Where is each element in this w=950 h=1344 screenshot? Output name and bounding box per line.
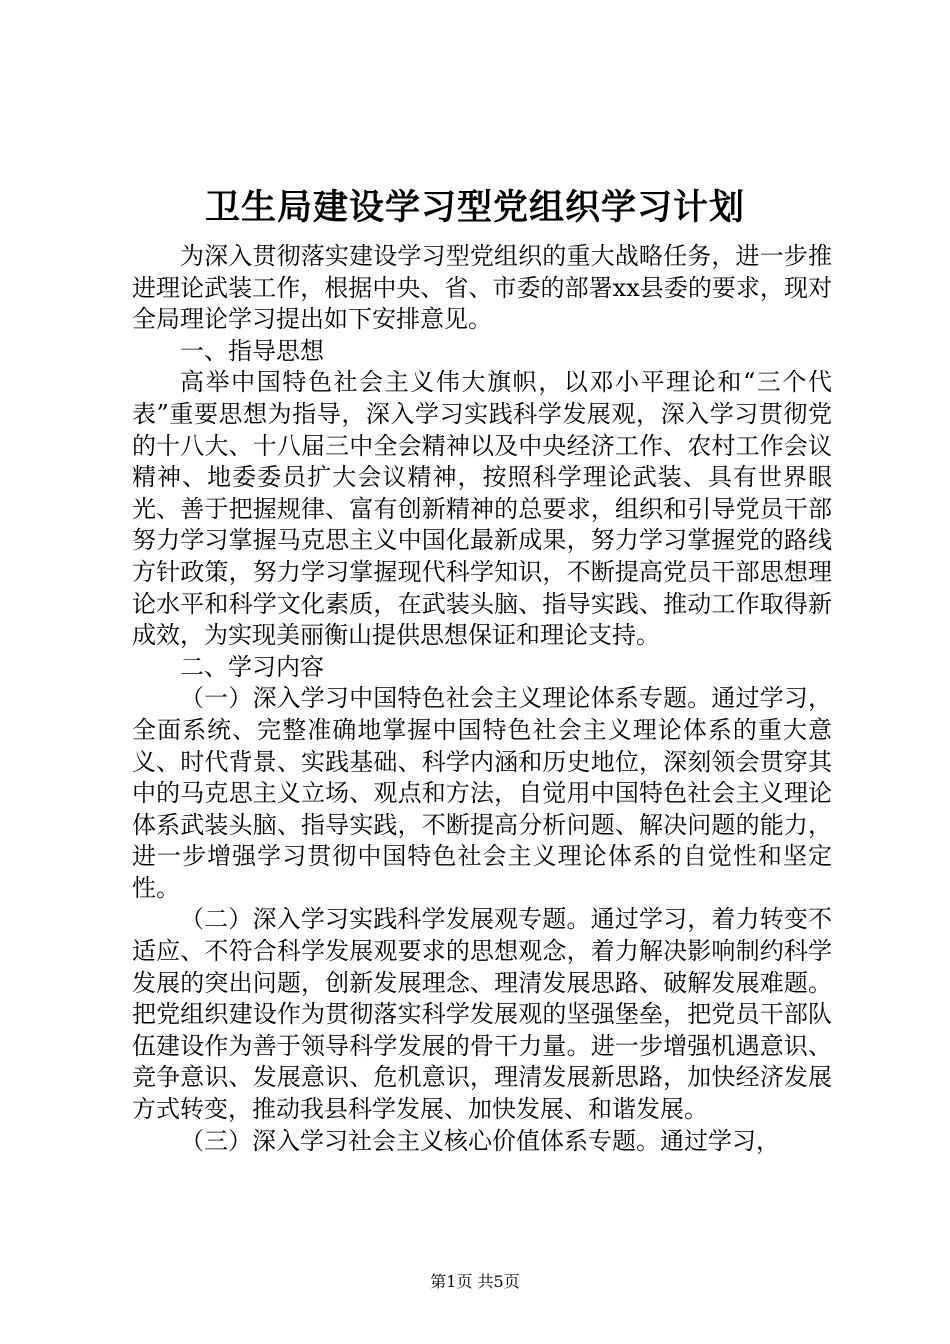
section-heading-guiding-ideology: 一、指导思想 — [180, 336, 324, 365]
section-heading-study-content: 二、学习内容 — [180, 652, 324, 681]
intro-paragraph: 为深入贯彻落实建设学习型党组织的重大战略任务，进一步推进理论武装工作，根据中央、省、市委的部署xx县委的要求，现对全局理论学习提出如下安排意见。 — [132, 242, 832, 334]
page-footer: 第1页 共5页 — [430, 1272, 520, 1291]
study-item-3-paragraph: （三）深入学习社会主义核心价值体系专题。通过学习， — [180, 1126, 780, 1155]
study-item-1-paragraph: （一）深入学习中国特色社会主义理论体系专题。通过学习，全面系统、完整准确地掌握中国特色社会主义理论体系的重大意义、时代背景、实践基础、科学内涵和历史地位，深刻领会贯穿其中的马克思主义立场、观点和方法，自觉用中国特色社会主义理论体系武装头脑、指导实践，不断提高分析问题、解决问题的能力，进一步增强学习贯彻中国特色社会主义理论体系的自觉性和坚定性。 — [132, 684, 832, 902]
document-title: 卫生局建设学习型党组织学习计划 — [204, 188, 745, 228]
study-item-2-paragraph: （二）深入学习实践科学发展观专题。通过学习，着力转变不适应、不符合科学发展观要求的思想观念，着力解决影响制约科学发展的突出问题，创新发展理念、理清发展思路、破解发展难题。把党组织建设作为贯彻落实科学发展观的坚强堡垒，把党员干部队伍建设作为善于领导科学发展的骨干力量。进一步增强机遇意识、竞争意识、发展意识、危机意识，理清发展新思路，加快经济发展方式转变，推动我县科学发展、加快发展、和谐发展。 — [132, 905, 832, 1124]
guiding-ideology-paragraph: 高举中国特色社会主义伟大旗帜，以邓小平理论和“三个代表”重要思想为指导，深入学习实践科学发展观，深入学习贯彻党的十八大、十八届三中全会精神以及中央经济工作、农村工作会议精神、地委委员扩大会议精神，按照科学理论武装、具有世界眼光、善于把握规律、富有创新精神的总要求，组织和引导党员干部努力学习掌握马克思主义中国化最新成果，努力学习掌握党的路线方针政策，努力学习掌握现代科学知识，不断提高党员干部思想理论水平和科学文化素质，在武装头脑、指导实践、推动工作取得新成效，为实现美丽衡山提供思想保证和理论支持。 — [132, 368, 832, 650]
document-body — [132, 241, 832, 1157]
